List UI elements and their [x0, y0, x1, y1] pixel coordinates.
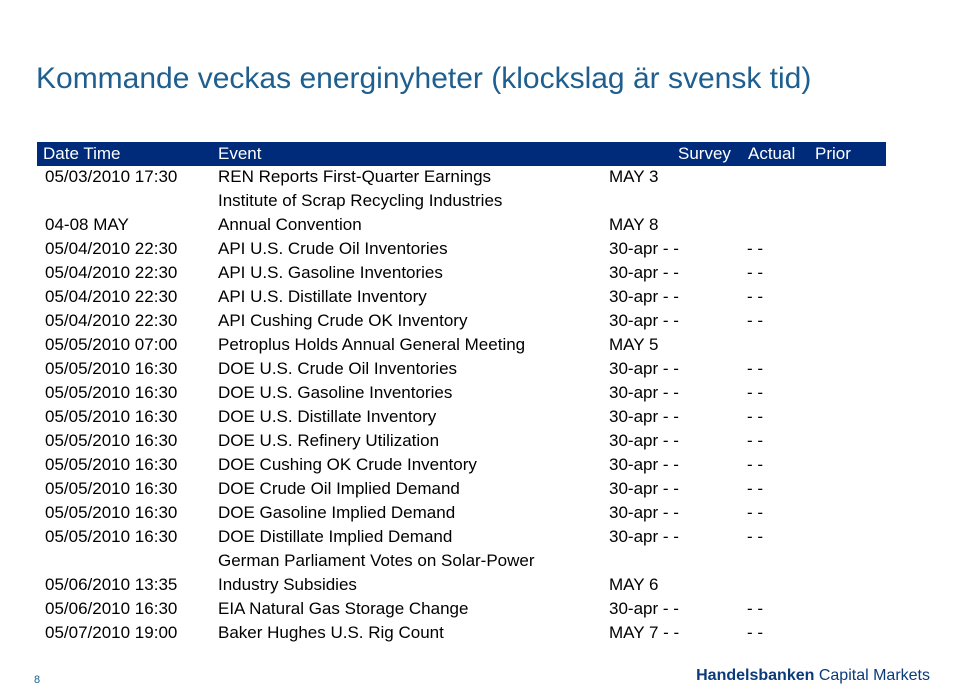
row-event: DOE U.S. Gasoline Inventories — [218, 383, 453, 402]
row-date: 05/04/2010 22:30 — [45, 239, 178, 258]
row-date: 05/05/2010 16:30 — [45, 503, 178, 522]
row-survey: 30-apr - - — [609, 503, 679, 522]
row-date: 05/03/2010 17:30 — [45, 167, 178, 186]
header-prior: Prior — [815, 144, 851, 163]
row-date: 05/05/2010 16:30 — [45, 359, 178, 378]
row-survey: 30-apr - - — [609, 239, 679, 258]
row-date: 05/05/2010 16:30 — [45, 455, 178, 474]
row-survey: 30-apr - - — [609, 263, 679, 282]
row-actual: - - — [747, 623, 764, 642]
row-date: 05/05/2010 07:00 — [45, 335, 178, 354]
row-event: DOE Cushing OK Crude Inventory — [218, 455, 477, 474]
row-date: 05/04/2010 22:30 — [45, 263, 178, 282]
row-date: 05/05/2010 16:30 — [45, 431, 178, 450]
header-event: Event — [218, 144, 262, 163]
brand-logo — [696, 667, 930, 685]
row-date: 05/05/2010 16:30 — [45, 527, 178, 546]
row-actual: - - — [747, 527, 764, 546]
brand-suffix: Capital Markets — [818, 667, 930, 684]
row-survey: MAY 5 — [609, 335, 659, 354]
row-date: 05/04/2010 22:30 — [45, 287, 178, 306]
page-number: 8 — [34, 674, 41, 686]
row-survey: 30-apr - - — [609, 287, 679, 306]
row-event: EIA Natural Gas Storage Change — [218, 599, 469, 618]
row-event: Petroplus Holds Annual General Meeting — [218, 335, 526, 354]
row-survey: MAY 3 — [609, 167, 659, 186]
table-header — [37, 142, 886, 166]
row-actual: - - — [747, 599, 764, 618]
row-date: 05/05/2010 16:30 — [45, 479, 178, 498]
header-date: Date Time — [43, 144, 121, 163]
header-actual: Actual — [748, 144, 796, 163]
row-event-line2: Institute of Scrap Recycling Industries — [218, 191, 503, 210]
row-survey: MAY 8 — [609, 215, 659, 234]
row-date: 05/05/2010 16:30 — [45, 383, 178, 402]
row-survey: 30-apr - - — [609, 455, 679, 474]
page-title: Kommande veckas energinyheter (klockslag är svensk tid) — [36, 62, 812, 95]
row-date: 05/06/2010 13:35 — [45, 575, 178, 594]
row-event: DOE U.S. Distillate Inventory — [218, 407, 437, 426]
row-actual: - - — [747, 263, 764, 282]
row-survey: 30-apr - - — [609, 311, 679, 330]
header-survey: Survey — [678, 144, 731, 163]
row-survey: MAY 6 — [609, 575, 659, 594]
row-event: DOE Distillate Implied Demand — [218, 527, 453, 546]
row-event: DOE Crude Oil Implied Demand — [218, 479, 460, 498]
row-event: DOE U.S. Crude Oil Inventories — [218, 359, 458, 378]
row-actual: - - — [747, 239, 764, 258]
row-survey: 30-apr - - — [609, 527, 679, 546]
row-date: 05/04/2010 22:30 — [45, 311, 178, 330]
row-actual: - - — [747, 359, 764, 378]
row-survey: 30-apr - - — [609, 599, 679, 618]
row-actual: - - — [747, 479, 764, 498]
row-event: API U.S. Crude Oil Inventories — [218, 239, 448, 258]
row-actual: - - — [747, 455, 764, 474]
row-date: 05/06/2010 16:30 — [45, 599, 178, 618]
row-date: 04-08 MAY — [45, 215, 129, 234]
row-event: API U.S. Gasoline Inventories — [218, 263, 443, 282]
row-actual: - - — [747, 383, 764, 402]
row-actual: - - — [747, 503, 764, 522]
row-date: 05/05/2010 16:30 — [45, 407, 178, 426]
row-date: 05/07/2010 19:00 — [45, 623, 178, 642]
row-event: Baker Hughes U.S. Rig Count — [218, 623, 444, 642]
row-event-line2: Industry Subsidies — [218, 575, 357, 594]
row-event: Annual Convention — [218, 215, 362, 234]
row-survey: 30-apr - - — [609, 479, 679, 498]
brand-name: Handelsbanken — [696, 667, 815, 684]
row-survey: MAY 7 - - — [609, 623, 680, 642]
row-survey: 30-apr - - — [609, 359, 679, 378]
row-event: DOE Gasoline Implied Demand — [218, 503, 456, 522]
row-event: DOE U.S. Refinery Utilization — [218, 431, 440, 450]
row-event: API U.S. Distillate Inventory — [218, 287, 427, 306]
row-survey: 30-apr - - — [609, 431, 679, 450]
row-actual: - - — [747, 431, 764, 450]
row-event: REN Reports First-Quarter Earnings — [218, 167, 492, 186]
row-survey: 30-apr - - — [609, 383, 679, 402]
row-survey: 30-apr - - — [609, 407, 679, 426]
row-actual: - - — [747, 311, 764, 330]
row-event: API Cushing Crude OK Inventory — [218, 311, 468, 330]
row-event: German Parliament Votes on Solar-Power — [218, 551, 535, 570]
row-actual: - - — [747, 287, 764, 306]
row-actual: - - — [747, 407, 764, 426]
